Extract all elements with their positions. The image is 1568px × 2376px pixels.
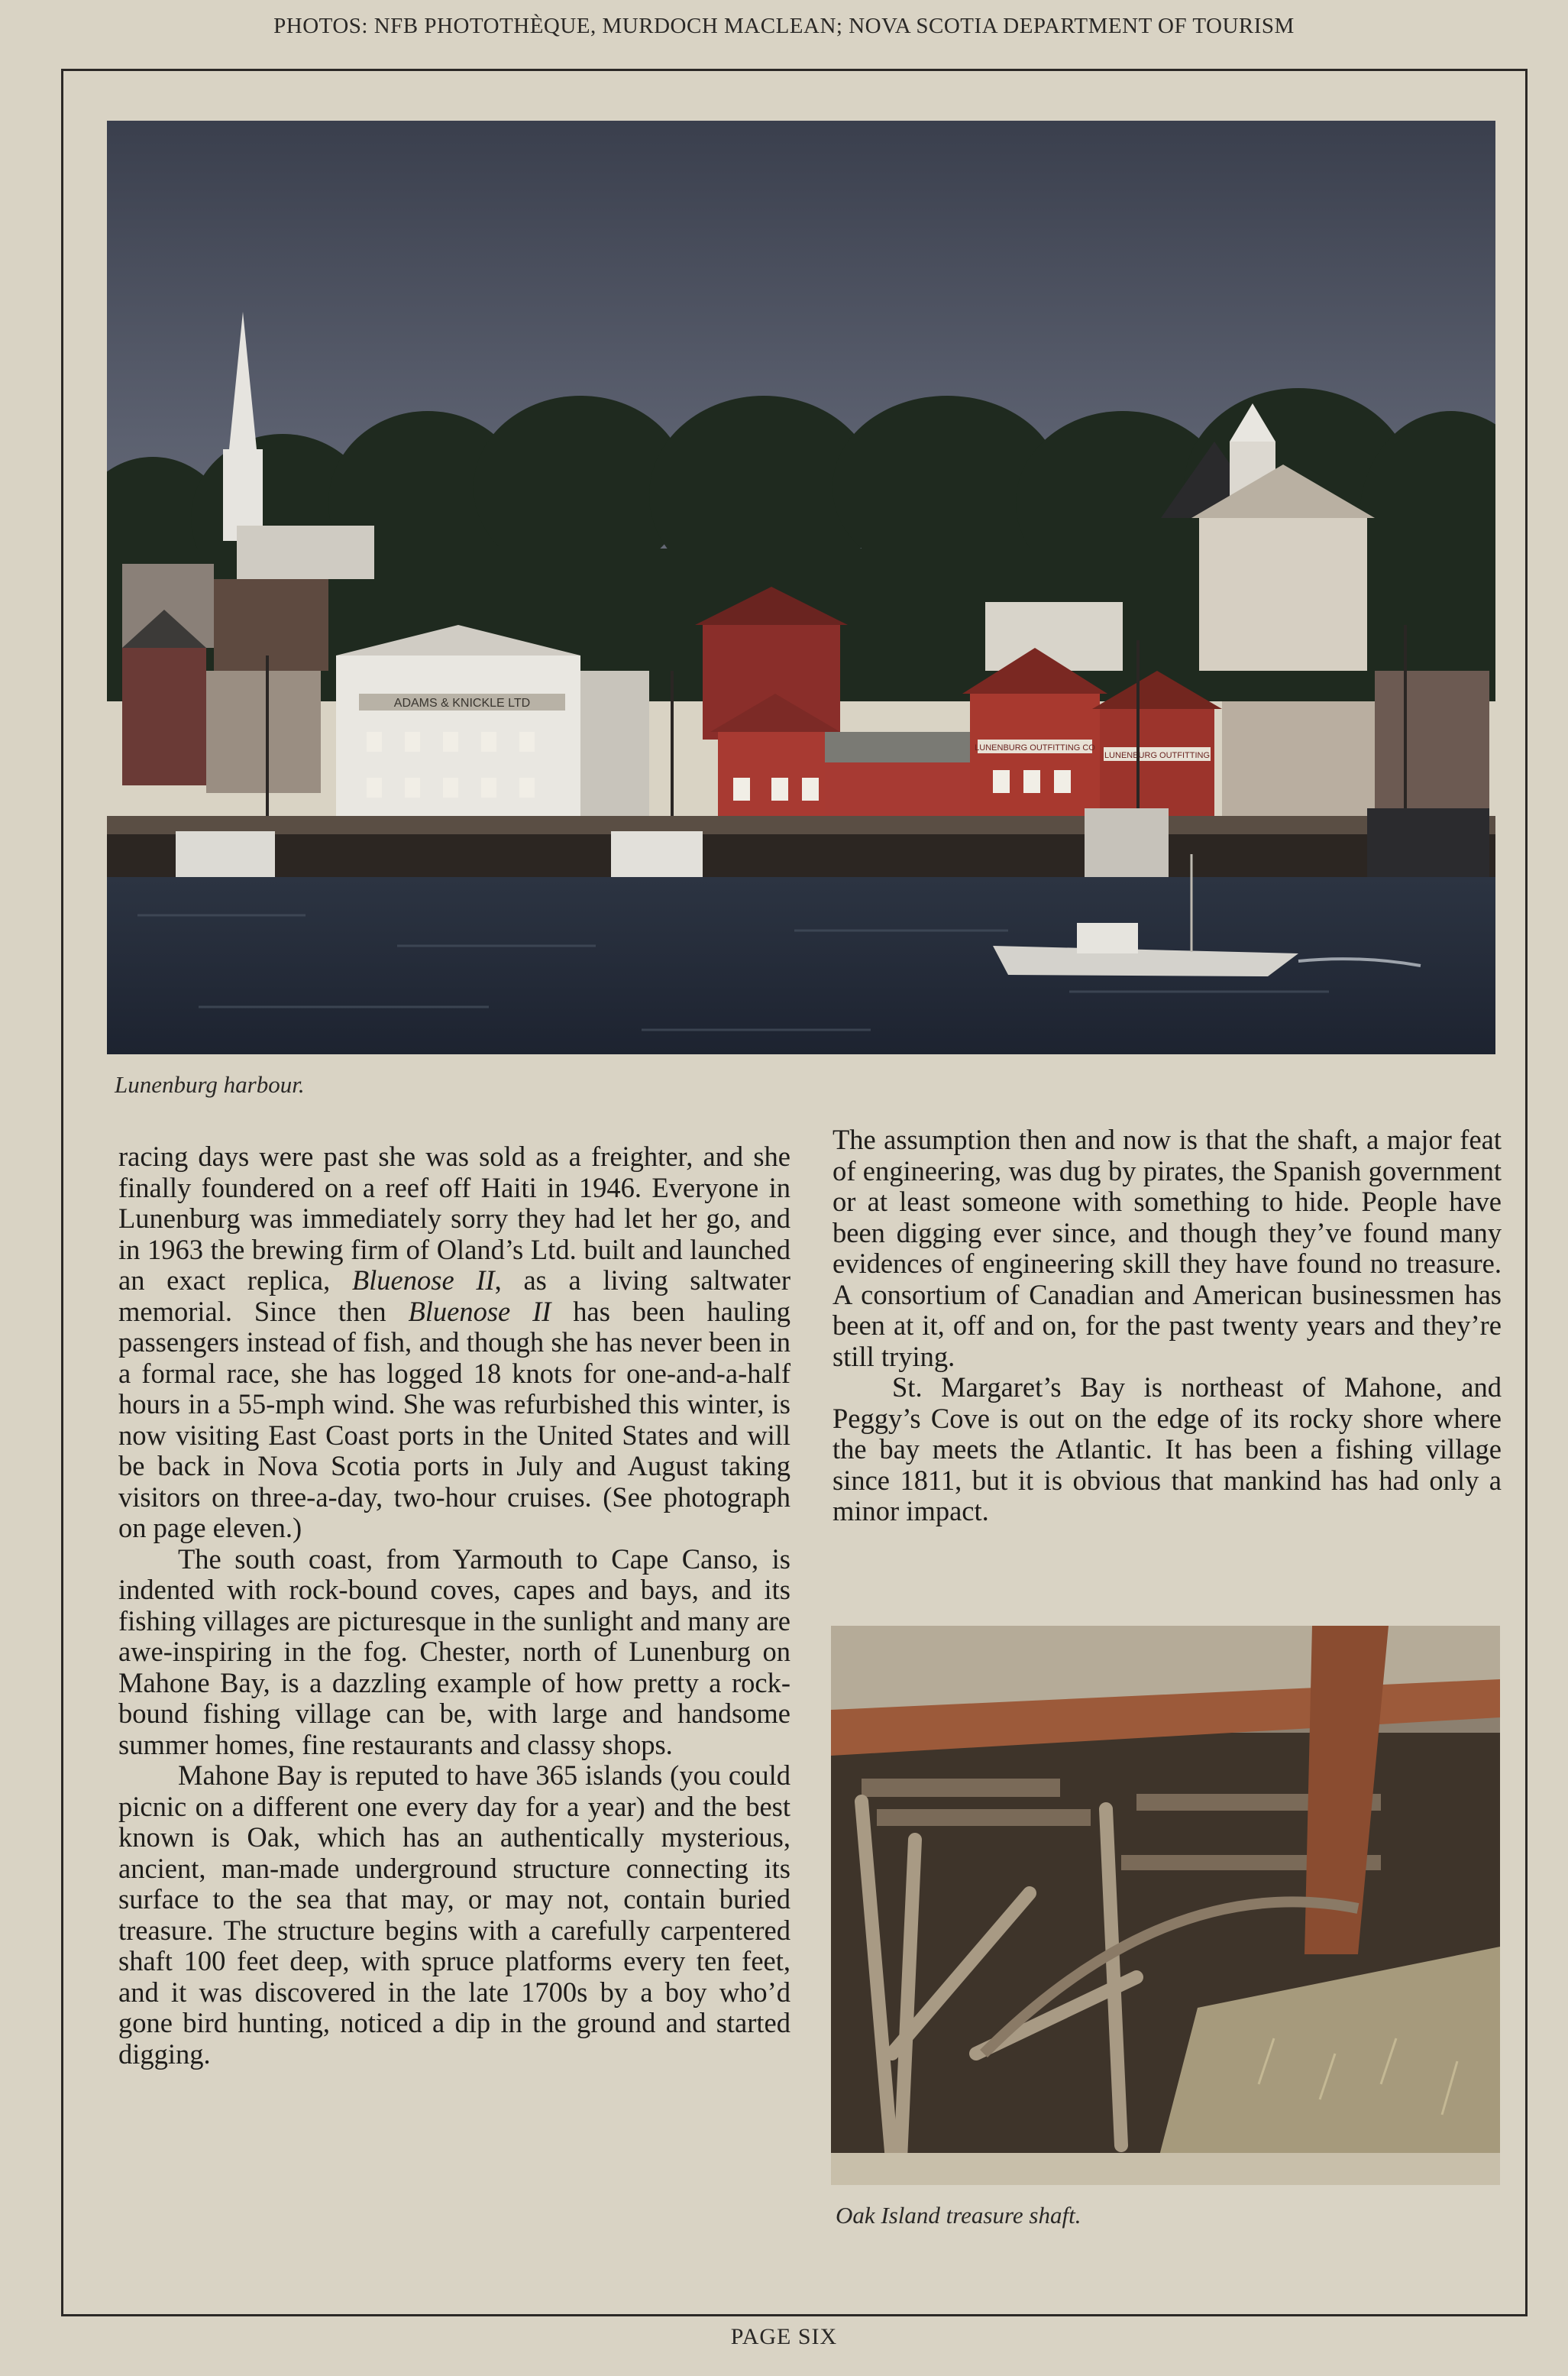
right-paragraph-2: St. Margaret’s Bay is northeast of Mahone, and Peggy’s Cove is out on the edge of its rocky shore where the bay meets the Atlantic. It has been a fishing village since 1811, but it is obvious that mankind has had only a minor impact. <box>832 1371 1502 1526</box>
harbour-caption: Lunenburg harbour. <box>115 1071 305 1098</box>
page-number: PAGE SIX <box>730 2324 838 2349</box>
article-right-column <box>832 1125 1502 1527</box>
article-left-column <box>118 1141 790 2070</box>
left-paragraph-1: racing days were past she was sold as a freighter, and she finally foundered on a reef off Haiti in 1946. Everyone in Lunenburg was immediately sorry they had let her go, and in 1963 the brewing firm of Oland’s Ltd. built and launched an exact replica, Bluenose II, as a living saltwater memorial. Since then Bluenose II has been hauling passengers instead of fish, and though she has never been in a formal race, she has logged 18 knots for one-and-a-half hours in a 55-mph wind. She was refurbished this winter, is now visiting East Coast ports in the United States and will be back in Nova Scotia ports in July and August taking visitors on three-a-day, two-hour cruises. (See photograph on page eleven.) <box>118 1141 790 1543</box>
oak-island-shaft-photo <box>831 1626 1500 2185</box>
left-paragraph-2: The south coast, from Yarmouth to Cape Canso, is indented with rock-bound coves, capes and bays, and its fishing villages are picturesque in the sunlight and many are awe-inspiring in the fog. Chester, north of Lunenburg on Mahone Bay, is a dazzling example of how pretty a rock-bound fishing village can be, with large and handsome summer homes, fine restaurants and classy shops. <box>118 1542 790 1760</box>
left-paragraph-3: Mahone Bay is reputed to have 365 islands (you could picnic on a different one every day for a year) and the best known is Oak, which has an authentically mysterious, ancient, man-made underground structure connecting its surface to the sea that may, or may not, contain buried treasure. The structure begins with a carefully carpentered shaft 100 feet deep, with spruce platforms every ten feet, and it was discovered in the late 1700s by a boy who’d gone bird hunting, noticed a dip in the ground and started digging. <box>118 1759 790 2070</box>
harbour-sign-outfitting-1: LUNENBURG OUTFITTING CO <box>975 743 1095 753</box>
right-paragraph-1: The assumption then and now is that the shaft, a major feat of engineering, was dug by pirates, the Spanish government or at least someone with something to hide. People have been digging ever since, and though they’ve found many evidences of engineering skill they have found no treasure. A consortium of Canadian and American businessmen has been at it, off and on, for the past twenty years and they’re still trying. <box>832 1124 1502 1372</box>
harbour-sign-adams-knickle: ADAMS & KNICKLE LTD <box>393 697 531 710</box>
lunenburg-harbour-photo <box>107 121 1495 1054</box>
shaft-caption: Oak Island treasure shaft. <box>836 2202 1081 2229</box>
harbour-sign-outfitting-2: LUNENBURG OUTFITTING <box>1104 751 1211 760</box>
photo-credit: PHOTOS: NFB PHOTOTHÈQUE, MURDOCH MACLEAN; NOVA SCOTIA DEPARTMENT OF TOURISM <box>273 14 1295 38</box>
